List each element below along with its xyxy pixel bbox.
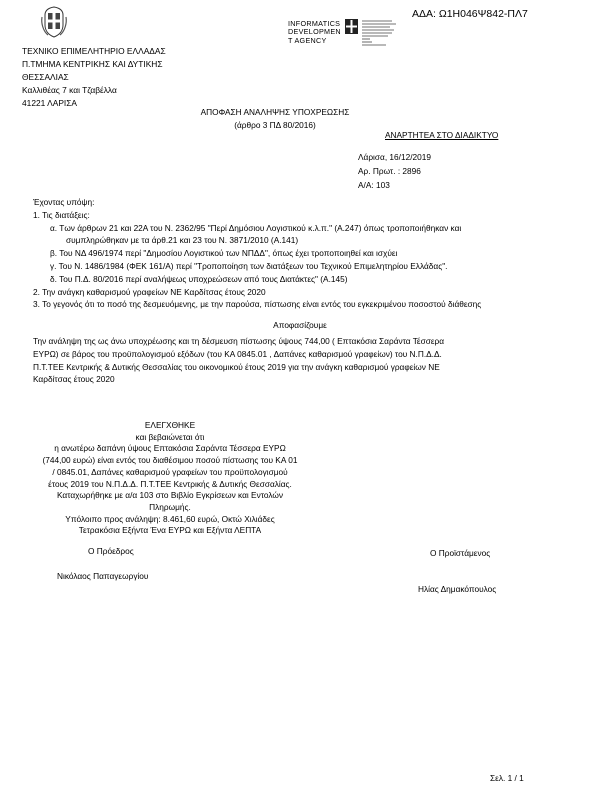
agency-logo-line: DEVELOPMEN	[288, 27, 341, 37]
considering-subitem: α. Των άρθρων 21 και 22Α του Ν. 2362/95 "Περί Δημόσιου Λογιστικού κ.λ.π." (Α.247) όπως τροποποιήθηκαν και	[50, 222, 462, 233]
considering-subitem: γ. Του Ν. 1486/1984 (ΦΕΚ 161/Α) περί "Τροποποίηση των διατάξεων του Τεχνικού Επιμελητηρίου Ελλάδας".	[50, 260, 448, 271]
serial-number: Α/Α: 103	[358, 180, 390, 190]
decide-line: Καρδίτσας έτους 2020	[33, 374, 115, 385]
sender-line: Π.ΤΜΗΜΑ ΚΕΝΤΡΙΚΗΣ ΚΑΙ ΔΥΤΙΚΗΣ	[22, 59, 163, 69]
page-number: Σελ. 1 / 1	[490, 773, 524, 783]
agency-logo-line: INFORMATICS	[288, 19, 341, 28]
decide-line: Π.Τ.ΤΕΕ Κεντρικής & Δυτικής Θεσσαλίας του οικονομικού έτους 2019 για την ανάγκη καθαρισμού γραφείων ΝΕ	[33, 361, 440, 372]
verification-line: έτους 2019 του Ν.Π.Δ.Δ. Π.Τ.ΤΕΕ Κεντρικής & Δυτικής Θεσσαλίας.	[48, 478, 292, 489]
verification-line: η ανωτέρω δαπάνη ύψους Επτακόσια Σαράντα Τέσσερα ΕΥΡΩ	[54, 443, 286, 454]
sender-address	[22, 45, 166, 110]
considering-subitem: δ. Του Π.Δ. 80/2016 περί αναλήψεως υποχρεώσεων από τους Διατάκτες" (Α.145)	[50, 273, 348, 284]
sender-line: Καλλιθέας 7 και Τζαβέλλα	[22, 85, 117, 95]
considering-item: 1. Τις διατάξεις:	[33, 209, 90, 220]
agency-logo-icon	[345, 19, 358, 34]
sender-line: 41221 ΛΑΡΙΣΑ	[22, 98, 78, 108]
considering-section	[33, 196, 481, 311]
agency-logo-text	[288, 20, 341, 45]
decide-heading: Αποφασίζουμε	[273, 320, 327, 330]
agency-logo-fineprint-icon	[362, 20, 404, 56]
verification-line: Πληρωμής.	[149, 501, 191, 512]
verification-block	[28, 420, 312, 537]
fineprint-lines-icon	[362, 20, 404, 55]
document-date: Λάρισα, 16/12/2019	[358, 152, 431, 162]
verification-line: Υπόλοιπο προς ανάληψη: 8.461,60 ευρώ, Οκτώ Χιλιάδες	[65, 513, 275, 524]
verification-line: και βεβαιώνεται ότι	[135, 431, 205, 442]
document-title-line: ΑΠΟΦΑΣΗ ΑΝΑΛΗΨΗΣ ΥΠΟΧΡΕΩΣΗΣ	[200, 107, 350, 117]
agency-logo-line: T AGENCY	[288, 35, 327, 45]
verification-line: Τετρακόσια Εξήντα Ένα ΕΥΡΩ και Εξήντα ΛΕΠΤΑ	[78, 525, 262, 536]
document-title-subline: (άρθρο 3 ΠΔ 80/2016)	[234, 120, 316, 130]
greek-emblem-icon	[40, 5, 68, 39]
ada-code: ΑΔΑ: Ω1Η046Ψ842-ΠΛ7	[412, 8, 528, 20]
considering-item: 3. Το γεγονός ότι το ποσό της δεσμευόμενης, με την παρούσα, πίστωσης είναι εντός του εγκεκριμένου ποσοστού διάθεσης	[33, 299, 482, 310]
considering-heading: Έχοντας υπόψη:	[33, 197, 95, 207]
signature-right-name: Ηλίας Δημακόπουλος	[418, 584, 497, 594]
document-title	[150, 106, 400, 132]
signature-right-title: Ο Προϊστάμενος	[430, 548, 491, 558]
protocol-number: Αρ. Πρωτ. : 2896	[358, 166, 421, 176]
considering-subitem: συμπληρώθηκαν με τα άρθ.21 και 23 του Ν. 3871/2010 (Α.141)	[66, 235, 299, 246]
sender-line: ΤΕΧΝΙΚΟ ΕΠΙΜΕΛΗΤΗΡΙΟ ΕΛΛΑΔΑΣ	[22, 46, 166, 56]
document-meta	[358, 150, 431, 192]
decide-line: ΕΥΡΩ) σε βάρος του προϋπολογισμού εξόδων (του ΚΑ 0845.01 , Δαπάνες καθαρισμού γραφείων) του Ν.Π.Δ.Δ.	[33, 348, 442, 359]
verification-line: Καταχωρήθηκε με α/α 103 στο Βιβλίο Εγκρίσεων και Εντολών	[57, 490, 283, 501]
verification-line: ΕΛΕΓΧΘΗΚΕ	[144, 420, 196, 430]
decide-line: Την ανάληψη της ως άνω υποχρέωσης και τη δέσμευση πίστωσης ύψους 744,00 ( Επτακόσια Σαράντα Τέσσερα	[33, 336, 445, 346]
verification-line: / 0845.01, Δαπάνες καθαρισμού γραφείων του προϋπολογισμού	[52, 466, 288, 477]
decide-body	[33, 335, 444, 386]
posting-note: ΑΝΑΡΤΗΤΕΑ ΣΤΟ ΔΙΑΔΙΚΤΥΟ	[385, 130, 499, 140]
signature-left-title: Ο Πρόεδρος	[88, 546, 134, 556]
considering-item: 2. Την ανάγκη καθαρισμού γραφείων ΝΕ Καρδίτσας έτους 2020	[33, 286, 266, 297]
sender-line: ΘΕΣΣΑΛΙΑΣ	[22, 72, 69, 82]
considering-subitem: β. Του ΝΔ 496/1974 περί "Δημοσίου Λογιστικού των ΝΠΔΔ", όπως έχει τροποποιηθεί και ισχύει	[50, 248, 398, 259]
verification-line: (744,00 ευρώ) είναι εντός του διαθέσιμου ποσού πίστωσης του ΚΑ 01	[42, 455, 298, 466]
signature-left-name: Νικόλαος Παπαγεωργίου	[57, 571, 149, 581]
